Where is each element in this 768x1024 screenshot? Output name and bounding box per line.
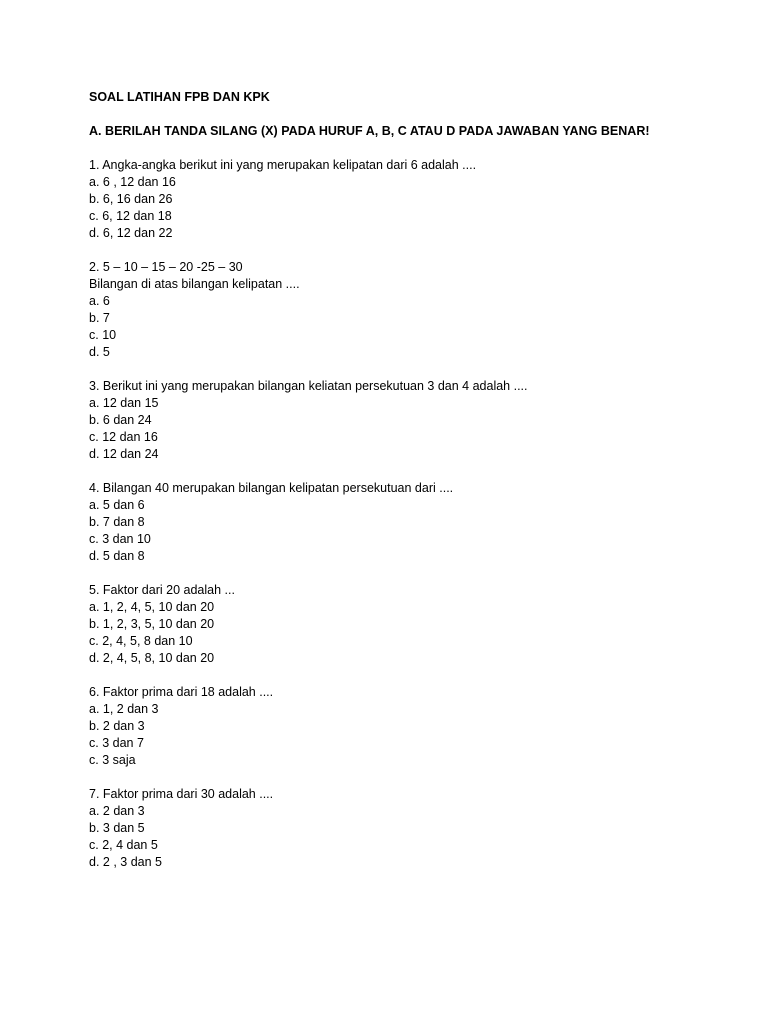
question-4 (89, 480, 729, 565)
question-7-option-a: a. 2 dan 3 (89, 804, 145, 818)
question-2-sequence: 2. 5 – 10 – 15 – 20 -25 – 30 (89, 260, 243, 274)
question-6-option-a: a. 1, 2 dan 3 (89, 702, 159, 716)
question-2-option-b: b. 7 (89, 311, 110, 325)
question-3-option-c: c. 12 dan 16 (89, 430, 158, 444)
question-3 (89, 378, 729, 463)
question-7 (89, 786, 729, 871)
question-3-option-b: b. 6 dan 24 (89, 413, 152, 427)
question-4-option-a: a. 5 dan 6 (89, 498, 145, 512)
question-6-text: 6. Faktor prima dari 18 adalah .... (89, 685, 274, 699)
question-3-option-a: a. 12 dan 15 (89, 396, 159, 410)
question-2-option-d: d. 5 (89, 345, 110, 359)
question-5-option-b: b. 1, 2, 3, 5, 10 dan 20 (89, 617, 215, 631)
question-2-option-c: c. 10 (89, 328, 117, 342)
question-7-option-d: d. 2 , 3 dan 5 (89, 855, 162, 869)
question-5 (89, 582, 729, 667)
question-7-option-b: b. 3 dan 5 (89, 821, 145, 835)
question-1-text: 1. Angka-angka berikut ini yang merupakan kelipatan dari 6 adalah .... (89, 158, 477, 172)
instruction-text: A. BERILAH TANDA SILANG (X) PADA HURUF A, B, C ATAU D PADA JAWABAN YANG BENAR! (89, 124, 650, 138)
question-1-option-c: c. 6, 12 dan 18 (89, 209, 172, 223)
question-4-option-d: d. 5 dan 8 (89, 549, 145, 563)
document-page (89, 89, 729, 888)
question-6-option-d: c. 3 saja (89, 753, 136, 767)
question-4-text: 4. Bilangan 40 merupakan bilangan kelipatan persekutuan dari .... (89, 481, 454, 495)
question-3-text: 3. Berikut ini yang merupakan bilangan keliatan persekutuan 3 dan 4 adalah .... (89, 379, 528, 393)
question-1-option-d: d. 6, 12 dan 22 (89, 226, 173, 240)
question-3-option-d: d. 12 dan 24 (89, 447, 159, 461)
question-7-text: 7. Faktor prima dari 30 adalah .... (89, 787, 274, 801)
question-5-text: 5. Faktor dari 20 adalah ... (89, 583, 235, 597)
question-2 (89, 259, 729, 361)
question-4-option-b: b. 7 dan 8 (89, 515, 145, 529)
question-4-option-c: c. 3 dan 10 (89, 532, 151, 546)
question-2-option-a: a. 6 (89, 294, 110, 308)
question-2-text: Bilangan di atas bilangan kelipatan .... (89, 277, 300, 291)
question-1-option-a: a. 6 , 12 dan 16 (89, 175, 176, 189)
question-1-option-b: b. 6, 16 dan 26 (89, 192, 173, 206)
question-5-option-c: c. 2, 4, 5, 8 dan 10 (89, 634, 193, 648)
question-5-option-a: a. 1, 2, 4, 5, 10 dan 20 (89, 600, 215, 614)
question-6 (89, 684, 729, 769)
question-7-option-c: c. 2, 4 dan 5 (89, 838, 158, 852)
question-5-option-d: d. 2, 4, 5, 8, 10 dan 20 (89, 651, 215, 665)
question-1 (89, 157, 729, 242)
document-title: SOAL LATIHAN FPB DAN KPK (89, 90, 270, 104)
question-6-option-c: c. 3 dan 7 (89, 736, 144, 750)
question-6-option-b: b. 2 dan 3 (89, 719, 145, 733)
